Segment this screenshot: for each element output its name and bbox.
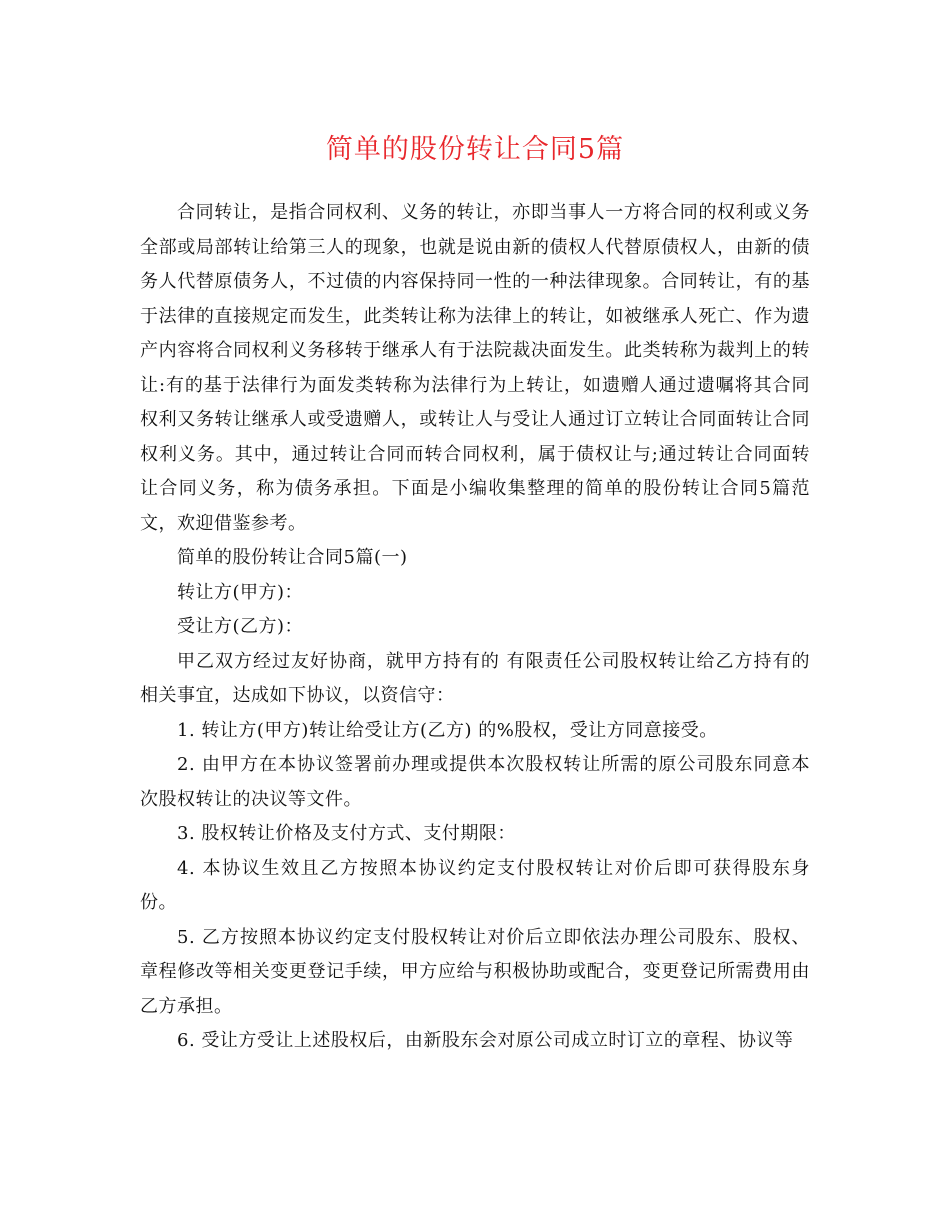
agreement-preamble: 甲乙双方经过友好协商，就甲方持有的 有限责任公司股权转让给乙方持有的相关事宜，达成如下协议，以资信守： [140, 650, 810, 706]
clause-3: 3. 股权转让价格及支付方式、支付期限： [177, 823, 516, 844]
section-heading: 简单的股份转让合同5篇(一) [177, 547, 408, 568]
clause-2: 2. 由甲方在本协议签署前办理或提供本次股权转让所需的原公司股东同意本次股权转让的决议等文件。 [140, 754, 810, 810]
clause-4: 4. 本协议生效且乙方按照本协议约定支付股权转让对价后即可获得股东身份。 [140, 857, 810, 913]
clause-6: 6. 受让方受让上述股权后，由新股东会对原公司成立时订立的章程、协议等 [177, 1030, 794, 1051]
clause-5: 5. 乙方按照本协议约定支付股权转让对价后立即依法办理公司股东、股权、章程修改等相关变更登记手续，甲方应给与积极协助或配合，变更登记所需费用由乙方承担。 [140, 926, 810, 1017]
clause-1: 1. 转让方(甲方)转让给受让方(乙方) 的%股权，受让方同意接受。 [177, 719, 718, 741]
intro-paragraph: 合同转让，是指合同权利、义务的转让，亦即当事人一方将合同的权利或义务全部或局部转让给第三人的现象，也就是说由新的债权人代替原债权人，由新的债务人代替原债务人，不过债的内容保持同一性的一种法律现象。合同转让，有的基于法律的直接规定而发生，此类转让称为法律上的转让，如被继承人死亡、作为遗产内容将合同权利义务移转于继承人有于法院裁决面发生。此类转称为裁判上的转让:有的基于法律行为面发类转称为法律行为上转让，如遗赠人通过遗嘱将其合同权利又务转让继承人或受遗赠人，或转让人与受让人通过订立转让合同面转让合同权利义务。其中，通过转让合同而转合同权利，属于债权让与;通过转让合同面转让合同义务，称为债务承担。下面是小编收集整理的简单的股份转让合同5篇范文，欢迎借鉴参考。 [140, 202, 810, 534]
document-title: 简单的股份转让合同5篇 [325, 134, 625, 165]
party-transferee-line: 受让方(乙方)： [177, 616, 304, 637]
party-transferor-line: 转让方(甲方)： [177, 581, 304, 603]
